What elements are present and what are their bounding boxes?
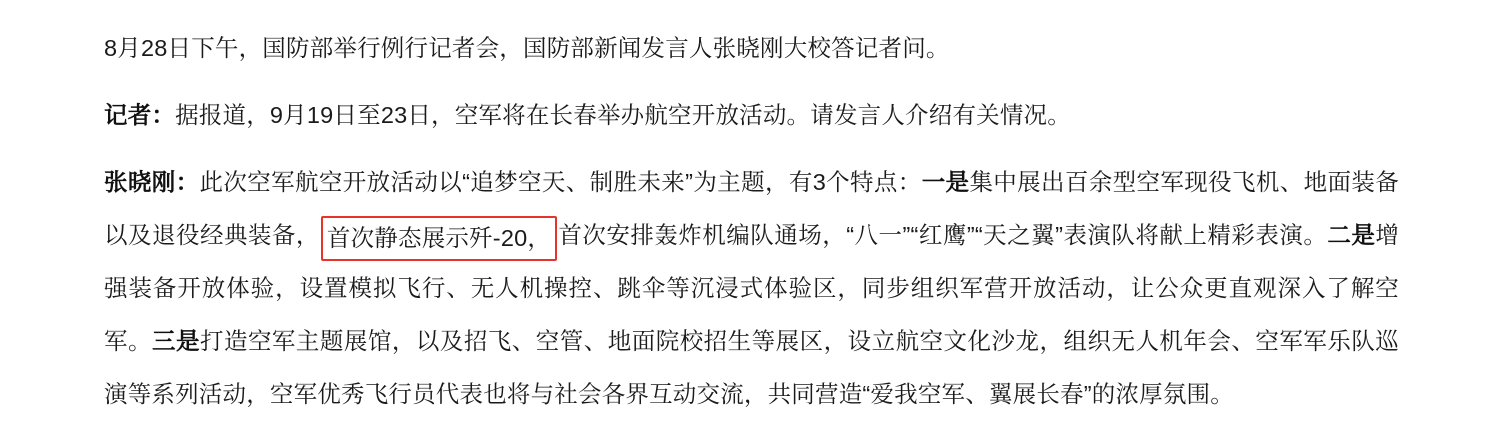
answer-segment-1: 此次空军航空开放活动以“追梦空天、制胜未来”为主题，有3个特点： xyxy=(199,169,922,195)
answer-segment-2: 集中展出百余型空军现役飞机、地面装备以及退役经典装备， xyxy=(104,169,1399,248)
paragraph-intro xyxy=(104,22,1399,75)
answer-segment-3: 首次安排轰炸机编队通场，“八一”“红鹰”“天之翼”表演队将献上精彩表演。 xyxy=(558,222,1328,248)
answer-point-one-marker: 一是 xyxy=(921,169,970,195)
answer-point-two-marker: 二是 xyxy=(1327,222,1376,248)
paragraph-question-text: 据报道，9月19日至23日，空军将在长春举办航空开放活动。请发言人介绍有关情况。 xyxy=(175,102,1071,128)
answer-point-three-marker: 三是 xyxy=(151,328,200,354)
speaker-label-reporter: 记者： xyxy=(104,102,176,128)
paragraph-question xyxy=(104,89,1399,142)
speaker-label-spokesperson: 张晓刚： xyxy=(104,169,200,195)
answer-segment-5: 打造空军主题展馆，以及招飞、空管、地面院校招生等展区，设立航空文化沙龙，组织无人机年会、空军军乐队巡演等系列活动，空军优秀飞行员代表也将与社会各界互动交流，共同营造“爱我空军、翼展长春”的浓厚氛围。 xyxy=(104,328,1400,407)
highlighted-phrase-j20: 首次静态展示歼-20， xyxy=(321,216,557,261)
paragraph-intro-text: 8月28日下午，国防部举行例行记者会，国防部新闻发言人张晓刚大校答记者问。 xyxy=(104,35,950,61)
paragraph-answer xyxy=(104,156,1399,421)
answer-segment-4: 增强装备开放体验，设置模拟飞行、无人机操控、跳伞等沉浸式体验区，同步组织军营开放活动，让公众更直观深入了解空军。 xyxy=(104,222,1400,354)
